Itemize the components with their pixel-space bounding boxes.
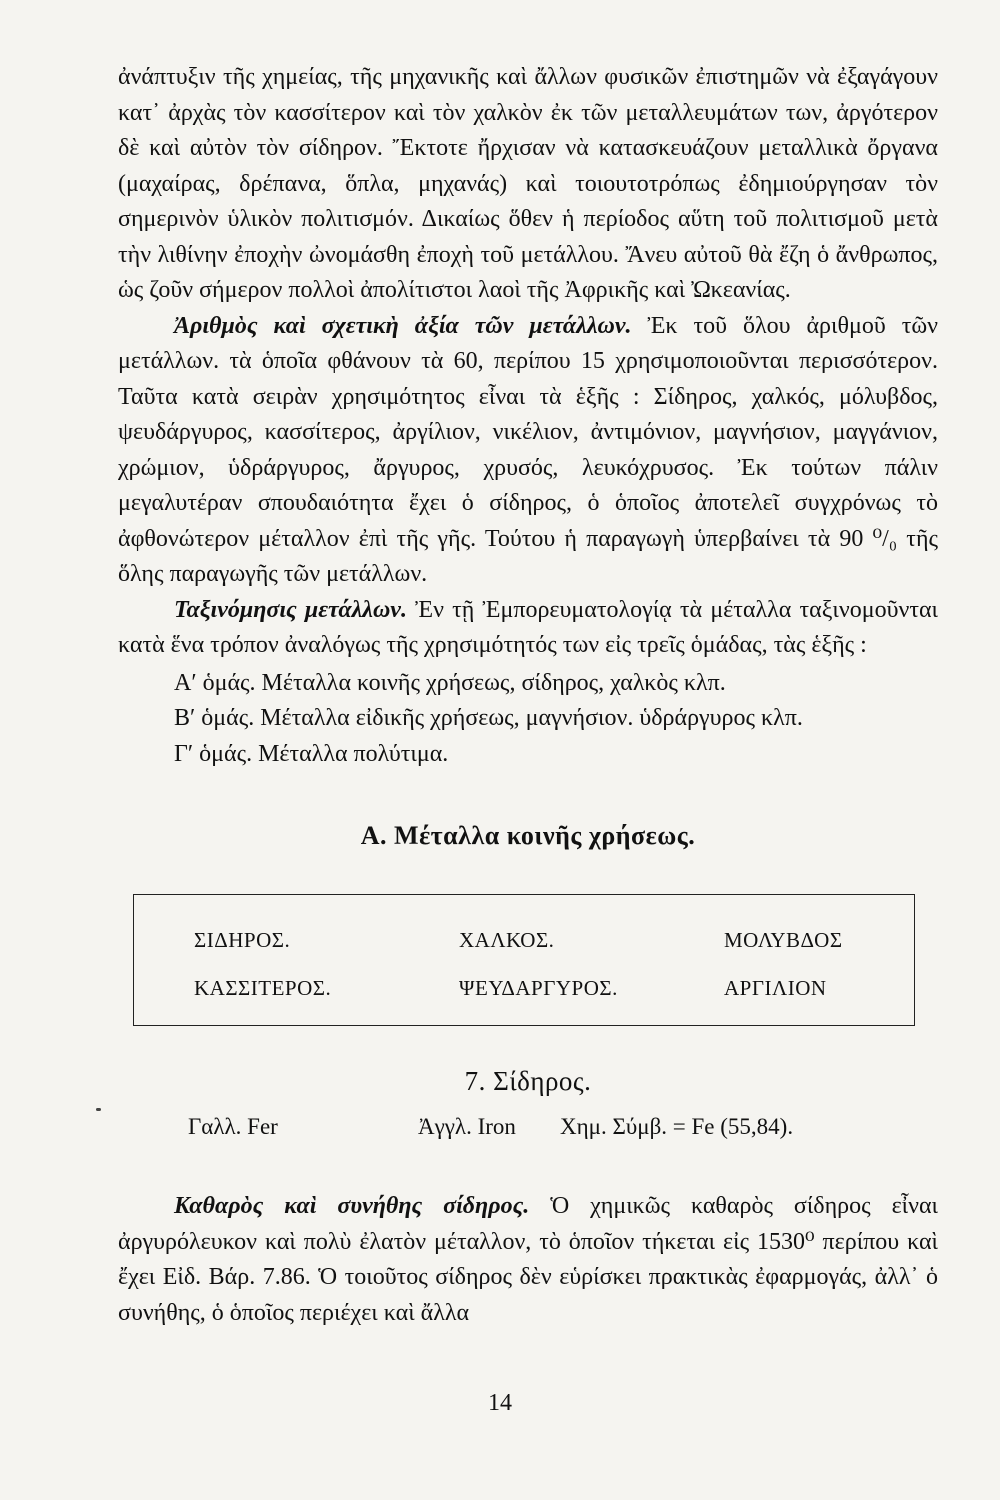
group-item-c: Γ′ ὁμάς. Μέταλλα πολύτιμα. [174,740,449,767]
group-item-b: Β′ ὁμάς. Μέταλλα εἰδικῆς χρήσεως, μαγνήσιον. ὑδράργυρος κλπ. [174,705,803,731]
metal-cell-aluminium: ΑΡΓΙΛΙΟΝ [724,975,827,1000]
metal-cell-lead: ΜΟΛΥΒΔΟΣ [724,927,843,952]
english-name: Ἀγγλ. Iron [418,1114,516,1139]
chemical-symbol: Χημ. Σύμβ. = Fe (55,84). [560,1114,794,1139]
document-page [118,60,938,1331]
paragraph-heading-pure-iron: Καθαρὸς καὶ συνήθης σίδηρος. [174,1193,530,1219]
group-item-a: Α′ ὁμάς. Μέταλλα κοινῆς χρήσεως, σίδηρος, χαλκὸς κλπ. [174,669,726,696]
paragraph-pure-iron [118,1189,938,1331]
metal-list-box [133,894,915,1026]
chapter-heading-iron: 7. Σίδηρος. [464,1065,592,1096]
paragraph-heading-number-value: Ἀριθμὸς καὶ σχετικὴ ἀξία τῶν μετάλλων. [174,312,632,339]
metal-cell-tin: ΚΑΣΣΙΤΕΡΟΣ. [194,975,332,1000]
paragraph-body-classification: Ἐν τῇ Ἐμπορευματολογίᾳ τὰ μέταλλα ταξινομοῦνται κατὰ ἕνα τρόπον ἀναλόγως τῆς χρησιμότητός των εἰς τρεῖς ὁμάδας, τὰς ἑξῆς : [118,596,939,658]
paragraph-metal-age: ἀνάπτυξιν τῆς χημείας, τῆς μηχανικῆς καὶ ἄλλων φυσικῶν ἐπιστημῶν νὰ ἐξαγάγουν κατ᾽ ἀρχὰς τὸν κασσίτερον καὶ τὸν χαλκὸν ἐκ τῶν μεταλλευμάτων των, ἀργότερον δὲ καὶ αὐτὸν τὸν σίδηρον. Ἔκτοτε ἤρχισαν νὰ κατασκευάζουν μεταλλικὰ ὄργανα (μαχαίρας, δρέπανα, ὅπλα, μηχανάς) καὶ τοιουτοτρόπως ἐδημιούργησαν τὸν σημερινὸν ὑλικὸν πολιτισμόν. Δικαίως ὅθεν ἡ περίοδος αὕτη τοῦ πολιτισμοῦ μετὰ τὴν λιθίνην ἐποχὴν ὠνομάσθη ἐποχὴ τοῦ μετάλλου. Ἄνευ αὐτοῦ θὰ ἔζη ὁ ἄνθρωπος, ὡς ζοῦν σήμερον πολλοὶ ἀπολίτιστοι λαοὶ τῆς Ἀφρικῆς καὶ Ὠκεανίας. [118,64,938,303]
metal-cell-iron: ΣΙΔΗΡΟΣ. [194,927,291,952]
metal-cell-zinc: ΨΕΥΔΑΡΓΥΡΟΣ. [459,975,618,1000]
paragraph-body-number-value: Ἐκ τοῦ ὅλου ἀριθμοῦ τῶν μετάλλων. τὰ ὁποῖα φθάνουν τὰ 60, περίπου 15 χρησιμοποιοῦνται περισσότερον. Ταῦτα κατὰ σειρὰν χρησιμότητος εἶναι τὰ ἑξῆς : Σίδηρος, χαλκός, μόλυβδος, ψευδάργυρος, κασσίτερος, ἀργίλιον, νικέλιον, ἀντιμόνιον, μαγνήσιον, μαγγάνιον, χρώμιον, ὑδράργυρος, ἄργυρος, χρυσός, λευκόχρυσος. Ἐκ τούτων πάλιν μεγαλυτέραν σπουδαιότητα ἔχει ὁ σίδηρος, ὁ ὁποῖος ἀποτελεῖ συγχρόνως τὸ ἀφθονώτερον μέταλλον ἐπὶ τῆς γῆς. Τούτου ἡ παραγωγὴ ὑπερβαίνει τὰ 90 ⁰/₀ τῆς ὅλης παραγωγῆς τῶν μετάλλων. [118,312,938,587]
print-speck [96,1108,101,1111]
paragraph-classification [118,593,938,664]
section-heading-common-metals: Α. Μέταλλα κοινῆς χρήσεως. [360,821,696,850]
paragraph-body-pure-iron: Ὁ χημικῶς καθαρὸς σίδηρος εἶναι ἀργυρόλευκον καὶ πολὺ ἐλατὸν μέταλλον, τὸ ὁποῖον τήκεται εἰς 1530⁰ περίπου καὶ ἔχει Εἰδ. Βάρ. 7.86. Ὁ τοιοῦτος σίδηρος δὲν εὑρίσκει πρακτικὰς ἐφαρμογάς, ἀλλ᾽ ὁ συνήθης, ὁ ὁποῖος περιέχει καὶ ἄλλα [118,1193,938,1326]
group-list [118,666,938,773]
metal-cell-copper: ΧΑΛΚΟΣ. [459,927,555,952]
iron-names-line [118,1109,938,1149]
paragraph-number-and-value [118,309,938,593]
paragraph-heading-classification: Ταξινόμησις μετάλλων. [174,596,407,623]
page-number: 14 [488,1390,512,1416]
french-name: Γαλλ. Fer [188,1114,278,1139]
